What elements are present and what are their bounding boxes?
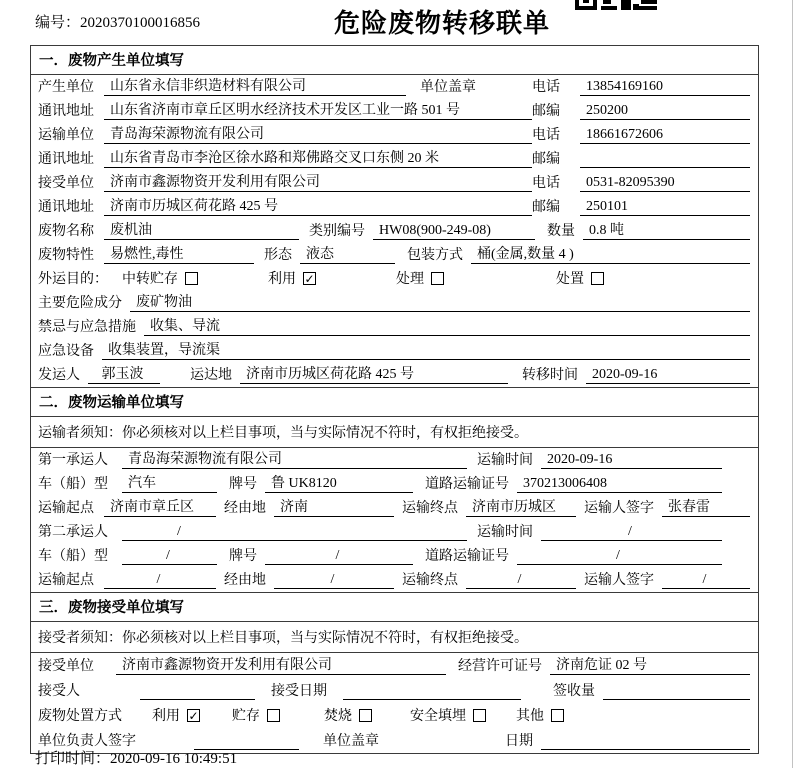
option-utilize — [268, 268, 316, 288]
waste-props-value: 易燃性,毒性 — [104, 243, 254, 264]
route-end-label: 运输终点 — [402, 501, 458, 516]
address-label: 通讯地址 — [38, 104, 94, 119]
road-license-label: 道路运输证号 — [425, 549, 509, 564]
row-producer — [31, 75, 758, 99]
route-start-label: 运输起点 — [38, 573, 94, 588]
producer-label: 产生单位 — [38, 80, 94, 95]
row-dispatcher — [31, 363, 758, 387]
row-accept-unit — [31, 653, 758, 678]
hazard-value: 废矿物油 — [130, 291, 750, 312]
vehicle-type-label: 车（船）型 — [38, 477, 108, 492]
option-label: 中转贮存 — [122, 272, 178, 287]
taboo-value: 收集、导流 — [144, 315, 750, 336]
receiver-phone-value: 0531-82095390 — [580, 175, 750, 192]
qr-code-fragment — [575, 0, 657, 10]
checkbox-dispose — [591, 272, 604, 285]
row-waste-props — [31, 243, 758, 267]
row-emergency-equipment — [31, 339, 758, 363]
route-via-label: 经由地 — [224, 573, 266, 588]
transport-time-value: 2020-09-16 — [541, 452, 722, 469]
notice-text: 运输者须知：你必须核对以上栏目事项，当与实际情况不符时，有权拒绝接受。 — [38, 425, 528, 441]
carrier1-label: 第一承运人 — [38, 453, 108, 468]
option-treat — [396, 268, 444, 288]
signed-qty-value — [603, 683, 750, 700]
producer-phone-group — [532, 76, 750, 96]
transport-time-label: 运输时间 — [477, 453, 533, 468]
row-hazard-component — [31, 291, 758, 315]
receiver-value: 济南市鑫源物资开发利用有限公司 — [104, 171, 532, 192]
checkbox-transfer-storage — [185, 272, 198, 285]
signed-qty-label: 签收量 — [553, 684, 595, 699]
route-end-value: / — [466, 572, 576, 589]
manifest-form — [30, 45, 759, 754]
print-time-value: 2020-09-16 10:49:51 — [110, 751, 238, 767]
unit-stamp-label: 单位盖章 — [420, 80, 476, 95]
phone-label: 电话 — [532, 80, 560, 95]
dispatcher-label: 发运人 — [38, 368, 80, 383]
producer-address-value: 山东省济南市章丘区明水经济技术开发区工业一路 501 号 — [104, 99, 532, 120]
producer-phone-value: 13854169160 — [580, 79, 750, 96]
checkbox-incinerate — [359, 709, 372, 722]
transporter-value: 青岛海荣源物流有限公司 — [104, 123, 532, 144]
disposal-method-label: 废物处置方式 — [38, 709, 122, 724]
equipment-value: 收集装置，导流渠 — [102, 339, 750, 360]
form-value: 液态 — [300, 243, 395, 264]
carrier2-value: / — [122, 524, 467, 541]
row-transporter — [31, 123, 758, 147]
accept-date-value — [343, 683, 521, 700]
route-start-value: / — [104, 572, 216, 589]
section2-header: 二．废物运输单位填写 — [31, 387, 758, 417]
zip-label: 邮编 — [532, 104, 560, 119]
option-label: 利用 — [152, 709, 180, 724]
taboo-label: 禁忌与应急措施 — [38, 320, 136, 335]
row-carrier2 — [31, 520, 758, 544]
page-title: 危险废物转移联单 — [333, 9, 550, 38]
carrier2-label: 第二承运人 — [38, 525, 108, 540]
form-label: 形态 — [264, 248, 292, 263]
section3-header: 三．废物接受单位填写 — [31, 592, 758, 622]
accept-unit-label: 接受单位 — [38, 659, 94, 674]
checkbox-utilize: ✓ — [188, 708, 199, 723]
vehicle-type-label: 车（船）型 — [38, 549, 108, 564]
plate-label: 牌号 — [229, 549, 257, 564]
carrier-sign-label: 运输人签字 — [584, 573, 654, 588]
receiver-label: 接受单位 — [38, 176, 94, 191]
date-value — [541, 733, 750, 750]
row-receiver-address — [31, 195, 758, 219]
acceptor-label: 接受人 — [38, 684, 80, 699]
plate-value: 鲁 UK8120 — [265, 472, 413, 493]
transfer-time-label: 转移时间 — [522, 368, 578, 383]
producer-value: 山东省永信非织造材料有限公司 — [104, 75, 406, 96]
transporter-phone-group — [532, 124, 750, 144]
serial-value: 2020370100016856 — [80, 15, 201, 31]
option-transfer-storage — [122, 268, 198, 288]
section1-header: 一．废物产生单位填写 — [31, 46, 758, 75]
option-label: 焚烧 — [324, 709, 352, 724]
unit-stamp-label: 单位盖章 — [323, 734, 379, 749]
row-carrier1 — [31, 448, 758, 472]
phone-label: 电话 — [532, 176, 560, 191]
waste-name-label: 废物名称 — [38, 224, 94, 239]
option-label: 安全填埋 — [410, 709, 466, 724]
row-receiver — [31, 171, 758, 195]
plate-value: / — [265, 548, 413, 565]
transporter-zip-group — [532, 148, 750, 168]
serial-label: 编号： — [35, 15, 81, 31]
route-via-label: 经由地 — [224, 501, 266, 516]
route-start-label: 运输起点 — [38, 501, 94, 516]
carrier-sign-value: / — [662, 572, 750, 589]
carrier-sign-label: 运输人签字 — [584, 501, 654, 516]
route-via-value: 济南 — [274, 496, 394, 517]
transporter-zip-value — [580, 151, 750, 168]
zip-label: 邮编 — [532, 200, 560, 215]
receiver-zip-value: 250101 — [580, 199, 750, 216]
purpose-label: 外运目的： — [38, 272, 108, 287]
operating-license-value: 济南危证 02 号 — [550, 654, 750, 675]
category-code-value: HW08(900-249-08) — [373, 223, 535, 240]
destination-label: 运达地 — [190, 368, 232, 383]
responsible-sign-label: 单位负责人签字 — [38, 734, 136, 749]
print-time — [35, 747, 237, 768]
option-label: 利用 — [268, 272, 296, 287]
row-producer-address — [31, 99, 758, 123]
print-time-label: 打印时间： — [35, 751, 111, 767]
option-landfill — [410, 705, 486, 725]
page-edge-divider — [792, 0, 793, 768]
acceptor-value — [140, 683, 255, 700]
option-label: 处理 — [396, 272, 424, 287]
receiver-phone-group — [532, 172, 750, 192]
option-incinerate — [324, 705, 372, 725]
road-license-label: 道路运输证号 — [425, 477, 509, 492]
option-storage — [232, 705, 280, 725]
row-acceptor — [31, 678, 758, 703]
packaging-value: 桶(金属,数量 4 ) — [471, 243, 750, 264]
row-vehicle2 — [31, 544, 758, 568]
carrier1-value: 青岛海荣源物流有限公司 — [122, 448, 467, 469]
option-label: 其他 — [516, 709, 544, 724]
row-route2 — [31, 568, 758, 592]
phone-label: 电话 — [532, 128, 560, 143]
address-label: 通讯地址 — [38, 152, 94, 167]
date-label: 日期 — [505, 734, 533, 749]
quantity-label: 数量 — [547, 224, 575, 239]
transporter-phone-value: 18661672606 — [580, 127, 750, 144]
zip-label: 邮编 — [532, 152, 560, 167]
row-transporter-address — [31, 147, 758, 171]
option-label: 贮存 — [232, 709, 260, 724]
waste-props-label: 废物特性 — [38, 248, 94, 263]
route-end-value: 济南市历城区 — [466, 496, 576, 517]
row-vehicle1 — [31, 472, 758, 496]
checkbox-utilize: ✓ — [304, 271, 315, 286]
transport-time-value: / — [541, 524, 722, 541]
row-route1 — [31, 496, 758, 520]
receiver-zip-group — [532, 196, 750, 216]
address-label: 通讯地址 — [38, 200, 94, 215]
transporter-notice — [31, 417, 758, 448]
route-via-value: / — [274, 572, 394, 589]
transfer-time-value: 2020-09-16 — [586, 367, 750, 384]
route-end-label: 运输终点 — [402, 573, 458, 588]
destination-value: 济南市历城区荷花路 425 号 — [240, 363, 508, 384]
row-waste-name — [31, 219, 758, 243]
row-disposal-method — [31, 703, 758, 728]
accept-date-label: 接受日期 — [271, 684, 327, 699]
producer-zip-value: 250200 — [580, 103, 750, 120]
option-utilize — [152, 705, 200, 725]
packaging-label: 包装方式 — [407, 248, 463, 263]
row-taboo-measures — [31, 315, 758, 339]
notice-text: 接受者须知：你必须核对以上栏目事项，当与实际情况不符时，有权拒绝接受。 — [38, 630, 528, 646]
route-start-value: 济南市章丘区 — [104, 496, 216, 517]
dispatcher-value: 郭玉波 — [88, 363, 160, 384]
row-transfer-purpose — [31, 267, 758, 291]
road-license-value: 370213006408 — [517, 476, 722, 493]
option-label: 处置 — [556, 272, 584, 287]
producer-zip-group — [532, 100, 750, 120]
transporter-address-value: 山东省青岛市李沧区徐水路和郑佛路交叉口东侧 20 米 — [104, 147, 532, 168]
checkbox-storage — [267, 709, 280, 722]
equipment-label: 应急设备 — [38, 344, 94, 359]
checkbox-landfill — [473, 709, 486, 722]
plate-label: 牌号 — [229, 477, 257, 492]
quantity-value: 0.8 吨 — [583, 219, 750, 240]
carrier-sign-value: 张春雷 — [662, 496, 750, 517]
checkbox-treat — [431, 272, 444, 285]
vehicle-type-value: / — [122, 548, 217, 565]
hazard-label: 主要危险成分 — [38, 296, 122, 311]
transport-time-label: 运输时间 — [477, 525, 533, 540]
receiver-address-value: 济南市历城区荷花路 425 号 — [104, 195, 532, 216]
waste-name-value: 废机油 — [104, 219, 299, 240]
operating-license-label: 经营许可证号 — [458, 659, 542, 674]
transporter-label: 运输单位 — [38, 128, 94, 143]
category-code-label: 类别编号 — [309, 224, 365, 239]
option-dispose — [556, 268, 604, 288]
option-other — [516, 705, 564, 725]
vehicle-type-value: 汽车 — [122, 472, 217, 493]
receiver-notice — [31, 622, 758, 653]
road-license-value: / — [517, 548, 722, 565]
accept-unit-value: 济南市鑫源物资开发利用有限公司 — [116, 654, 446, 675]
checkbox-other — [551, 709, 564, 722]
